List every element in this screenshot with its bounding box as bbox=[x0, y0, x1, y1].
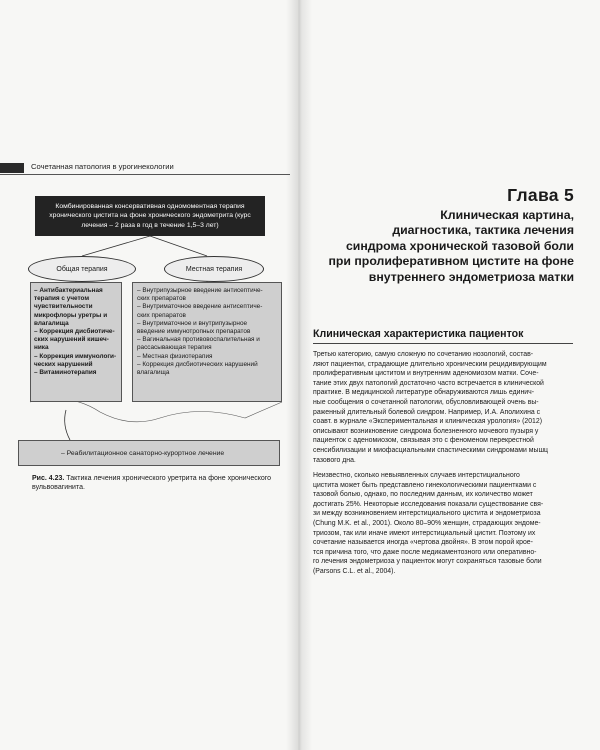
chapter-title: Клиническая картина, диагностика, тактика лечения синдрома хронической тазовой боли при пролиферативном цистите на фоне внутреннего эндометриоза матки bbox=[328, 208, 574, 284]
general-therapy-item: – Витаминотерапия bbox=[34, 369, 97, 377]
local-therapy-item: – Вагинальная противовоспалительная и рассасывающая терапия bbox=[137, 336, 260, 352]
local-therapy-item: – Внутрипузырное введение антисептиче- ских препаратов bbox=[137, 287, 263, 303]
local-therapy-item: – Коррекция дисбиотических нарушений влагалища bbox=[137, 360, 258, 377]
general-therapy-node bbox=[28, 256, 136, 282]
body-paragraph: Неизвестно, сколько невыявленных случаев интерстициального цистита может быть представлено гинекологическими пациентками с тазовой болью, однако, по последним данным, их количество может достигать 25%. Некоторые исследования показали существование свя- зи между возникновением интерстициального цистита и эндометриоза (Chung M.K. et al., 2001). Около 80–90% женщин, страдающих эндоме- триозом, так или иначе имеют интерстициальный цистит. Поэтому их сочетание называется иногда «чертова двойня». В этом порой крое- тся причина того, что даже после медикаментозного или оперативно- го лечения эндометриоза у пациенток могут сохраняться тазовые боли (Parsons C.L. et al., 2004). bbox=[313, 472, 544, 575]
body-paragraph: Третью категорию, самую сложную по сочетанию нозологий, состав- ляют пациентки, страдающие длительно хроническим рецидивирующим пролиферативным циститом и внутренним аденомиозом матки. Соче- тание этих двух патологий достаточно часто встречается в клинической практике. В медицинской литературе обнаруживаются лишь единич- ные сообщения о сочетанной патологии, обусловливающей очень вы- раженный длительный болевой синдром. Например, И.А. Аполихина с соавт. в журнале «Экспериментальная и клиническая урология» (2012) описывают возникновение синдрома болезненного мочевого пузыря у пациенток с аденомиозом, связывая это с феноменом перекрестной сенсибилизации и миофасциальными спастическими синдромами мышц тазового дна. bbox=[313, 351, 548, 464]
figure-caption bbox=[32, 474, 282, 492]
flowchart-top-box bbox=[35, 196, 265, 236]
caption-text: Тактика лечения хронического уретрита на фоне хронического вульвовагинита. bbox=[32, 475, 272, 491]
local-therapy-node bbox=[164, 256, 264, 282]
chapter-number: Глава 5 bbox=[507, 185, 574, 205]
general-therapy-box bbox=[30, 282, 122, 402]
section-rule bbox=[313, 343, 573, 344]
general-therapy-item: – Коррекция иммунологи- ческих нарушений bbox=[34, 352, 117, 368]
flowchart-top-text: Комбинированная консервативная одномоментная терапия хронического цистита на фоне хронического эндометрита (курс лечения – 2 раза в год в течение 1,5–3 лет) bbox=[49, 203, 251, 229]
general-therapy-item: – Антибактериальная терапия с учетом чувствительности микрофлоры уретры и влагалища bbox=[34, 287, 108, 327]
caption-label: Рис. 4.23. bbox=[32, 475, 65, 482]
rehabilitation-text: – Реабилитационное санаторно-курортное лечение bbox=[61, 449, 225, 457]
rehabilitation-box bbox=[18, 440, 280, 466]
local-therapy-box bbox=[132, 282, 282, 402]
general-therapy-item: – Коррекция дисбиотиче- ских нарушений кишеч- ника bbox=[34, 328, 115, 352]
general-therapy-label: Общая терапия bbox=[56, 265, 108, 273]
section-heading: Клиническая характеристика пациенток bbox=[313, 328, 524, 340]
local-therapy-item: – Местная физиотерапия bbox=[137, 352, 213, 360]
local-therapy-item: – Внутриматочное и внутрипузырное введение иммунотропных препаратов bbox=[137, 319, 251, 336]
local-therapy-label: Местная терапия bbox=[185, 265, 243, 273]
running-title: Сочетанная патология в урогинекологии bbox=[31, 162, 174, 171]
local-therapy-item: – Внутриматочное введение антисептиче- ских препаратов bbox=[137, 303, 263, 319]
